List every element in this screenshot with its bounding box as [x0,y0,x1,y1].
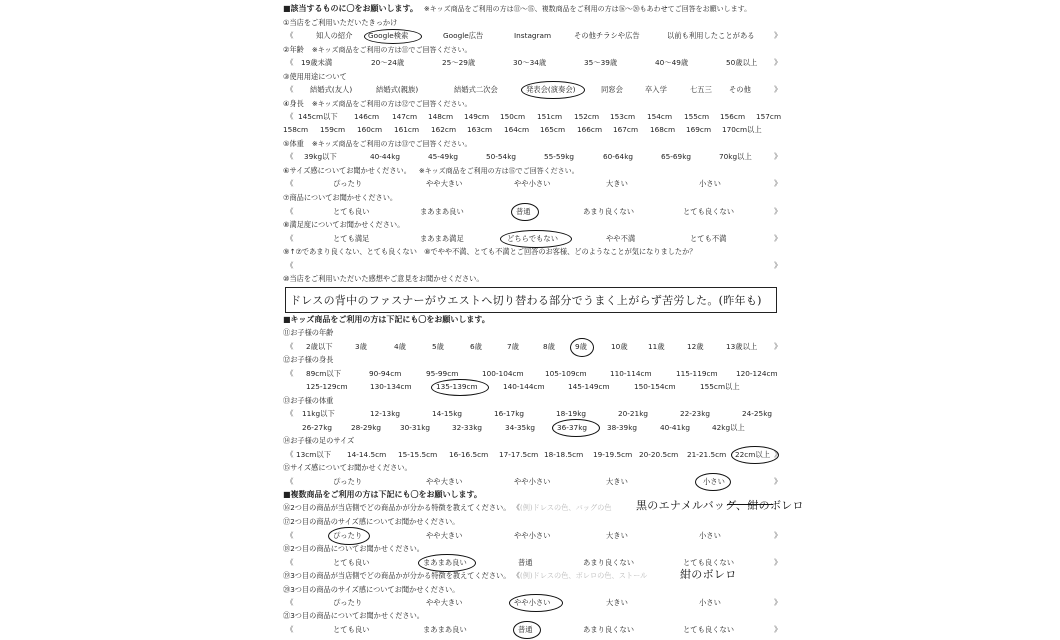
option[interactable]: 19-19.5cm [593,450,633,459]
option[interactable]: Instagram [514,31,552,40]
option[interactable]: 25～29歳 [442,58,476,67]
option[interactable]: 大きい [606,598,628,607]
option[interactable]: 155cm以上 [700,382,740,391]
option[interactable]: 151cm [537,112,563,121]
question-label: ⑭お子様の足のサイズ [283,436,355,445]
option[interactable]: やや小さい [514,179,551,188]
option[interactable]: 7歳 [507,342,519,351]
option[interactable]: とても満足 [333,234,370,243]
answer-circle [731,446,779,464]
question-label: ⑫お子様の身長 [283,355,334,364]
option[interactable]: Google検索 [368,31,409,40]
option[interactable]: 35～39歳 [584,58,618,67]
option[interactable]: 34-35kg [505,423,536,432]
option[interactable]: 39kg以下 [304,152,337,161]
option[interactable]: 七五三 [690,85,712,94]
option[interactable]: 19歳未満 [301,58,333,67]
option[interactable]: 発表会(演奏会) [526,85,576,94]
option[interactable]: 結婚式二次会 [454,85,498,94]
section-header: ■キッズ商品をご利用の方は下記にも〇をお願いします。 [283,315,490,324]
answer-circle [418,554,476,572]
option[interactable]: 150-154cm [634,382,676,391]
question-label: ⑰2つ目の商品のサイズ感についてお聞かせください。 [283,517,460,526]
question-label: ①当店をご利用いただいたきっかけ [283,18,398,27]
handwritten-answer: ドレスの背中のファスナーがウエストへ切り替わる部分でうまく上がらず苦労した。(昨年も) [290,294,762,307]
option[interactable]: 42kg以上 [712,423,745,432]
option[interactable]: とても良い [333,625,370,634]
option[interactable]: まあまあ良い [423,625,467,634]
option[interactable]: 55-59kg [544,152,575,161]
option[interactable]: 10歳 [611,342,628,351]
option[interactable]: とても不満 [690,234,727,243]
option[interactable]: 60-64kg [603,152,634,161]
option[interactable]: やや不満 [606,234,636,243]
option[interactable]: 162cm [431,125,457,134]
option[interactable]: 169cm [686,125,712,134]
option[interactable]: 36-37kg [557,423,588,432]
question-label: ⑧満足度についてお聞かせください。 [283,220,405,229]
option[interactable]: 30～34歳 [513,58,547,67]
option[interactable]: その他チラシや広告 [574,31,640,40]
option[interactable]: 40-44kg [370,152,401,161]
option[interactable]: 50歳以上 [726,58,758,67]
option[interactable]: とても良い [333,207,370,216]
option[interactable]: ぴったり [333,531,363,540]
option[interactable]: やや小さい [514,598,551,607]
answer-circle [570,338,594,357]
option[interactable]: 155cm [684,112,710,121]
option[interactable]: 40-41kg [660,423,691,432]
question-label: ⑥サイズ感についてお聞かせください。 ※キッズ商品をご利用の方は⑮でご回答ください。 [283,166,579,175]
option[interactable]: 21-21.5cm [687,450,727,459]
option[interactable]: 145cm以下 [298,112,338,121]
option[interactable]: 100-104cm [482,369,524,378]
question-label: ⑳3つ目の商品のサイズ感についてお聞かせください。 [283,585,460,594]
option[interactable]: やや大きい [426,477,463,486]
answer-circle [431,379,489,396]
answer-circle [364,29,422,44]
option[interactable]: 18-18.5cm [544,450,584,459]
option[interactable]: 105-109cm [545,369,587,378]
option[interactable]: 15-15.5cm [398,450,438,459]
option[interactable]: どちらでもない [507,234,559,243]
handwritten-answer: 紺のボレロ [680,568,737,581]
option[interactable]: 22cm以上 [735,450,770,459]
question-label: ⑩当店をご利用いただいた感想やご意見をお聞かせください。 [283,274,484,283]
answer-circle [695,473,731,491]
option[interactable]: 163cm [467,125,493,134]
option[interactable]: 22-23kg [680,409,711,418]
option[interactable]: 110-114cm [610,369,652,378]
option[interactable]: 50-54kg [486,152,517,161]
option[interactable]: まあまあ良い [420,207,464,216]
question-label: ㉑3つ目の商品についてお聞かせください。 [283,611,424,620]
option[interactable]: 154cm [647,112,673,121]
option[interactable]: 24-25kg [742,409,773,418]
option[interactable]: 146cm [354,112,380,121]
option[interactable]: 17-17.5cm [499,450,539,459]
option[interactable]: 小さい [703,477,725,486]
option[interactable]: 152cm [574,112,600,121]
option[interactable]: 90-94cm [369,369,402,378]
option[interactable]: 11歳 [648,342,665,351]
option[interactable]: 130-134cm [370,382,412,391]
option[interactable]: 6歳 [470,342,482,351]
question-label: ⑪お子様の年齢 [283,328,334,337]
question-label: ③使用用途について [283,72,347,81]
option[interactable]: 38-39kg [607,423,638,432]
option[interactable]: やや大きい [426,531,463,540]
option[interactable]: 結婚式(友人) [310,85,353,94]
option[interactable]: 大きい [606,531,628,540]
survey-form: ■該当するものに〇をお願いします。 ※キッズ商品をご利用の方は⑪～⑮、複数商品をご利用の方は⑯～⑳もあわせてご回答をお願いします。 ①当店をご利用いただいたきっかけ 《 知人の紹介 Google検索 Google広告 Instagram その他チラシや広告 以前も利用したことがある 》 ②年齢 ※キッズ商品をご利用の方は⑪でご回答ください。 《 19歳未満 20～24歳 25～29歳 30～34歳 35～39歳 40～49歳 50歳以上 》 ③使用用途について 《 結婚式(友人) 結婚式(親族) 結婚式二次会 発表会(演奏会) 同窓会 卒入学 七五三 その他 》 ④身長 ※キッズ商品をご利用の方は⑫でご回答ください。 《 145cm以下 146cm 147cm 148cm 149cm 150cm 151cm 152cm 153cm 154cm 155cm 156cm 157cm 158cm 159cm 160cm 161cm 162cm 163cm 164cm 165cm 166cm 167cm 168cm 169cm 170cm以上 ⑤体重 ※キッズ商品をご利用の方は⑬でご回答ください。 《 39kg以下 40-44kg 45-49kg 50-54kg 55-59kg 60-64kg 65-69kg 70kg以上 》 ⑥サイズ感についてお聞かせください。 ※キッズ商品をご利用の方は⑮でご回答ください。 《 ぴったり やや大きい やや小さい 大きい 小さい 》 ⑦商品についてお聞かせください。 《 とても良い まあまあ良い 普通 あまり良くない とても良くない 》 ⑧満足度についてお聞かせください。 《 とても満足 まあまあ満足 どちらでもない やや不満 とても不満 》 ⑨↑⑦であまり良くない、とても良くない ⑧でやや不満、とても不満とご回答のお客様、どのようなことが気になりましたか？ 《 》 ⑩当店をご利用いただいた感想やご意見をお聞かせください。 ドレスの背中のファスナーがウエストへ切り替わる部分でうまく上がらず苦労した。(昨年も) ■キッズ商品をご利用の方は下記にも〇をお願いします。 ⑪お子様の年齢 《 2歳以下 3歳 4歳 5歳 6歳 7歳 8歳 9歳 10歳 11歳 12歳 13歳以上 》 ⑫お子様の身長 《 89cm以下 90-94cm 95-99cm 100-104cm 105-109cm 110-114cm 115-119cm 120-124cm 125-129cm 130-134cm 135-139cm 140-144cm 145-149cm 150-154cm 155cm以上 ⑬お子様の体重 《 11kg以下 12-13kg 14-15kg 16-17kg 18-19kg 20-21kg 22-23kg 24-25kg 26-27kg 28-29kg 30-31kg 32-33kg 34-35kg 36-37kg 38-39kg 40-41kg 42kg以上 ⑭お子様の足のサイズ 《 13cm以下 14-14.5cm 15-15.5cm 16-16.5cm 17-17.5cm 18-18.5cm 19-19.5cm 20-20.5cm 21-21.5cm 22cm以上 》 ⑮サイズ感についてお聞かせください。 《 ぴったり やや大きい やや小さい 大きい 小さい 》 ■複数商品をご利用の方は下記にも〇をお願いします。 ⑯2つ目の商品が当店側でどの商品かが分かる特徴を教えてください。 《(例)ドレスの色、バッグの色 黒のエナメルバッグ、紺のボレロ ⑰2つ目の商品のサイズ感についてお聞かせください。 《 ぴったり やや大きい やや小さい 大きい 小さい 》 ⑱2つ目の商品についてお聞かせください。 《 とても良い まあまあ良い 普通 あまり良くない とても良くない 》 ⑲3つ目の商品が当店側でどの商品かが分かる特徴を教えてください。 《(例)ドレスの色、ボレロの色、ストール 紺のボレロ ⑳3つ目の商品のサイズ感についてお聞かせください。 《 ぴったり やや大きい やや小さい 大きい 小さい 》 ㉑3つ目の商品についてお聞かせください。 《 とても良い まあまあ良い 普通 あまり良くない とても良くない 》 [0,0,1060,640]
answer-circle [328,527,370,545]
option[interactable]: 160cm [357,125,383,134]
option[interactable]: 135-139cm [436,382,478,391]
option[interactable]: 95-99cm [426,369,459,378]
option[interactable]: あまり良くない [583,625,635,634]
option[interactable]: 158cm [283,125,309,134]
section-header: ■該当するものに〇をお願いします。 ※キッズ商品をご利用の方は⑪～⑮、複数商品をご利用の方は⑯～⑳もあわせてご回答をお願いします。 [283,4,752,13]
question-label: ⑲3つ目の商品が当店側でどの商品かが分かる特徴を教えてください。 《(例)ドレスの色、ボレロの色、ストール [283,571,648,580]
question-label: ⑦商品についてお聞かせください。 [283,193,398,202]
question-label: ②年齢 ※キッズ商品をご利用の方は⑪でご回答ください。 [283,45,472,54]
option[interactable]: 5歳 [432,342,444,351]
option[interactable]: 166cm [577,125,603,134]
option[interactable]: 卒入学 [645,85,667,94]
option[interactable]: その他 [729,85,751,94]
option[interactable]: 結婚式(親族) [376,85,419,94]
option[interactable]: やや小さい [514,531,551,540]
option[interactable]: 170cm以上 [722,125,762,134]
option[interactable]: 12-13kg [370,409,401,418]
option[interactable]: 小さい [699,598,721,607]
answer-circle [511,203,539,221]
option[interactable]: 70kg以上 [719,152,752,161]
option[interactable]: 8歳 [543,342,555,351]
answer-circle [521,81,585,99]
option[interactable]: 145-149cm [568,382,610,391]
option[interactable]: 小さい [699,179,721,188]
question-label: ⑨↑⑦であまり良くない、とても良くない ⑧でやや不満、とても不満とご回答のお客様、どのようなことが気になりましたか？ [283,247,697,256]
option[interactable]: 28-29kg [351,423,382,432]
option[interactable]: 大きい [606,477,628,486]
option[interactable]: 16-16.5cm [449,450,489,459]
strike-through [727,504,773,505]
option[interactable]: 153cm [610,112,636,121]
option[interactable]: 120-124cm [736,369,778,378]
handwritten-answer: 黒のエナメルバッグ、紺のボレロ [636,499,804,512]
option[interactable]: 20-20.5cm [639,450,679,459]
option[interactable]: 12歳 [687,342,704,351]
option[interactable]: 13cm以下 [296,450,331,459]
section-header: ■複数商品をご利用の方は下記にも〇をお願いします。 [283,490,482,499]
option[interactable]: 同窓会 [601,85,623,94]
option[interactable]: 知人の紹介 [316,31,353,40]
option[interactable]: 2歳以下 [306,342,333,351]
question-label: ⑬お子様の体重 [283,396,334,405]
option[interactable]: 45-49kg [428,152,459,161]
option[interactable]: 159cm [320,125,346,134]
option[interactable]: ぴったり [333,598,363,607]
answer-circle [509,594,563,612]
option[interactable]: とても良くない [683,207,735,216]
option[interactable]: 32-33kg [452,423,483,432]
question-label: ④身長 ※キッズ商品をご利用の方は⑫でご回答ください。 [283,99,472,108]
option[interactable]: 147cm [392,112,418,121]
option[interactable]: Google広告 [443,31,484,40]
answer-circle [500,230,572,248]
option[interactable]: 3歳 [355,342,367,351]
option[interactable]: やや大きい [426,598,463,607]
option[interactable]: 14-14.5cm [347,450,387,459]
option[interactable]: 164cm [504,125,530,134]
option[interactable]: 普通 [518,625,533,634]
question-label: ⑮サイズ感についてお聞かせください。 [283,463,412,472]
option[interactable]: まあまあ良い [423,558,467,567]
option[interactable]: 小さい [699,531,721,540]
option[interactable]: あまり良くない [583,558,635,567]
option[interactable]: あまり良くない [583,207,635,216]
question-label: ⑤体重 ※キッズ商品をご利用の方は⑬でご回答ください。 [283,139,472,148]
answer-circle [513,621,541,639]
option[interactable]: 115-119cm [676,369,718,378]
option[interactable]: やや小さい [514,477,551,486]
option[interactable]: 14-15kg [432,409,463,418]
option[interactable]: 13歳以上 [726,342,758,351]
option[interactable]: まあまあ満足 [420,234,464,243]
question-label: ⑯2つ目の商品が当店側でどの商品かが分かる特徴を教えてください。 《(例)ドレスの色、バッグの色 [283,503,612,512]
option[interactable]: 150cm [500,112,526,121]
option[interactable]: 18-19kg [556,409,587,418]
option[interactable]: ぴったり [333,477,363,486]
option[interactable]: とても良くない [683,625,735,634]
option[interactable]: 148cm [428,112,454,121]
option[interactable]: 89cm以下 [306,369,341,378]
option[interactable]: とても良くない [683,558,735,567]
option[interactable]: 9歳 [575,342,587,351]
question-label: ⑱2つ目の商品についてお聞かせください。 [283,544,424,553]
option[interactable]: 大きい [606,179,628,188]
option[interactable]: 167cm [613,125,639,134]
option[interactable]: 140-144cm [503,382,545,391]
option[interactable]: 普通 [518,558,533,567]
option[interactable]: 30-31kg [400,423,431,432]
option[interactable]: ぴったり [333,179,363,188]
option[interactable]: 156cm [720,112,746,121]
option[interactable]: 125-129cm [306,382,348,391]
option[interactable]: 157cm [756,112,782,121]
option[interactable]: 16-17kg [494,409,525,418]
option[interactable]: とても良い [333,558,370,567]
option[interactable]: 20-21kg [618,409,649,418]
option[interactable]: 40～49歳 [655,58,689,67]
option[interactable]: 11kg以下 [302,409,335,418]
option[interactable]: 普通 [516,207,531,216]
option[interactable]: 161cm [394,125,420,134]
option[interactable]: 168cm [650,125,676,134]
option[interactable]: 以前も利用したことがある [667,31,755,40]
option[interactable]: 4歳 [394,342,406,351]
option[interactable]: 20～24歳 [371,58,405,67]
option[interactable]: 149cm [464,112,490,121]
option[interactable]: 26-27kg [302,423,333,432]
option[interactable]: 65-69kg [661,152,692,161]
option[interactable]: やや大きい [426,179,463,188]
option[interactable]: 165cm [540,125,566,134]
answer-circle [552,419,600,437]
